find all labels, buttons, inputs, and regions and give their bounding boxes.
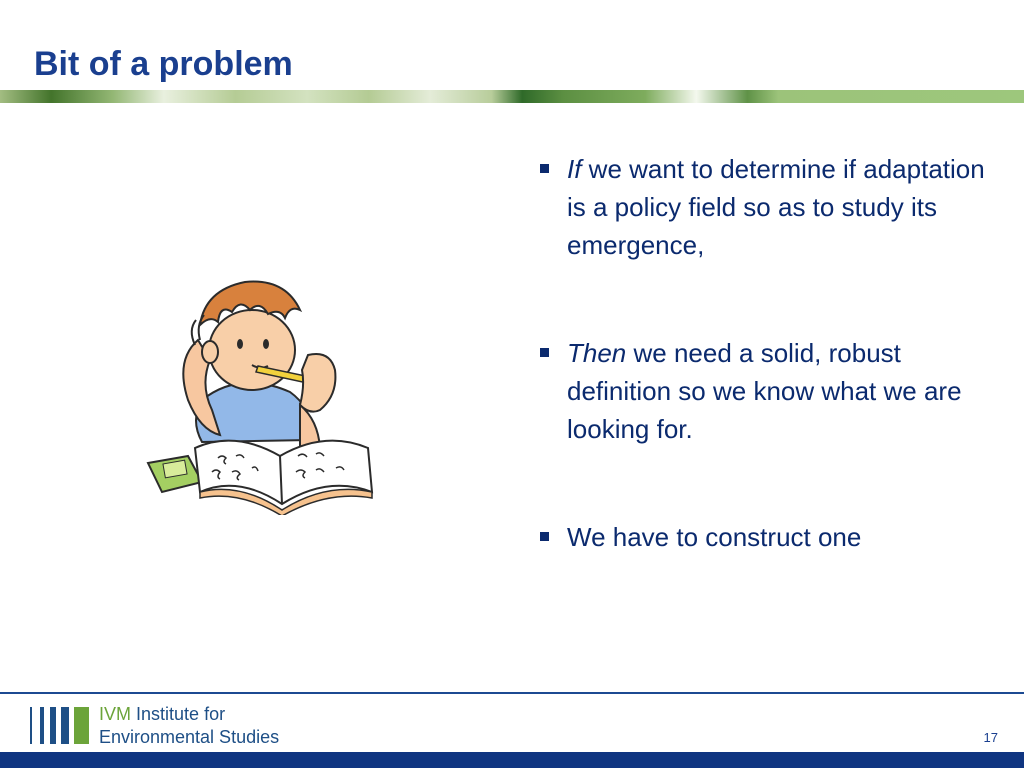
- header-divider: [0, 90, 1024, 103]
- bullet-text: We have to construct one: [567, 522, 862, 552]
- bullet-emphasis: If: [567, 154, 582, 184]
- footer-divider: [0, 692, 1024, 694]
- ivm-logo-bars-icon: [30, 707, 92, 744]
- logo-line-1: [99, 703, 279, 726]
- bullet-item: [538, 334, 1008, 448]
- page-number: 17: [983, 730, 998, 745]
- square-bullet-icon: [540, 532, 549, 541]
- bullet-item: [538, 150, 1008, 264]
- logo-abbreviation: IVM: [99, 704, 132, 724]
- square-bullet-icon: [540, 348, 549, 357]
- bullet-emphasis: Then: [567, 338, 627, 368]
- bullet-list: [538, 150, 1008, 556]
- bullet-text: we want to determine if adaptation is a policy field so as to study its emergence,: [567, 154, 985, 260]
- logo-name-line1: Institute for: [136, 704, 226, 724]
- student-studying-icon: [140, 270, 380, 515]
- bullet-text: we need a solid, robust definition so we know what we are looking for.: [567, 338, 962, 444]
- institute-logo-text: [99, 703, 279, 749]
- logo-name-line2: Environmental Studies: [99, 727, 280, 747]
- footer-bar: [0, 752, 1024, 768]
- square-bullet-icon: [540, 164, 549, 173]
- bullet-item: [538, 518, 1008, 556]
- slide-title: Bit of a problem: [34, 45, 293, 83]
